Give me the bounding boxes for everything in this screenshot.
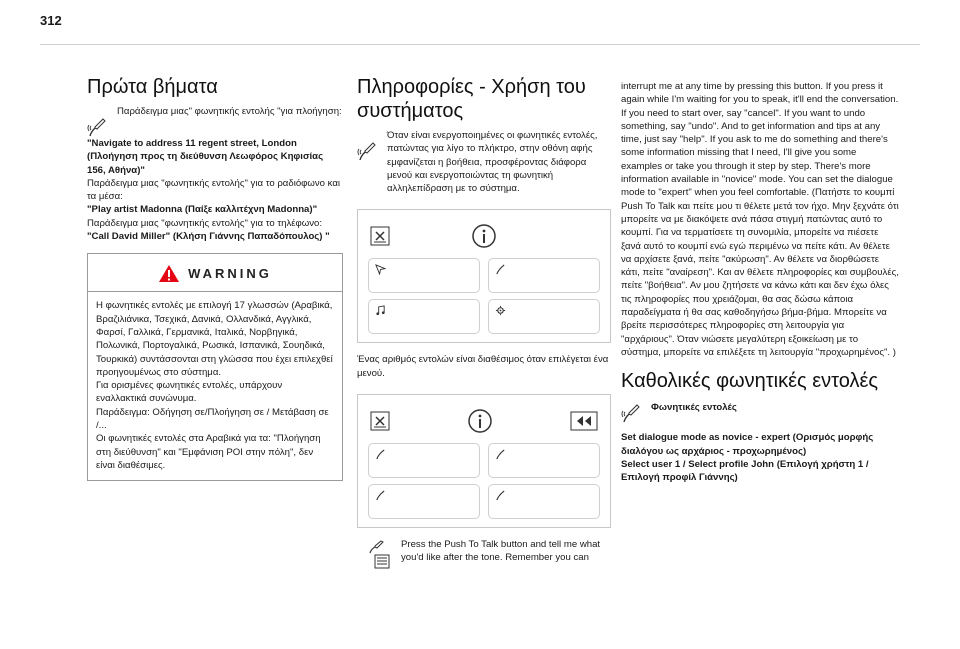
navigation-example-intro: Παράδειγμα μιας" φωνητικής εντολής "για πλοήγηση:: [117, 106, 342, 117]
settings-icon: [495, 305, 506, 316]
push-to-talk-block: [357, 538, 611, 570]
voice-command-icon: [621, 403, 641, 423]
information-usage-heading: Πληροφορίες - Χρήση του συστήματος: [357, 76, 586, 122]
voice-command-icon: [357, 141, 377, 161]
voice-command-button[interactable]: [488, 484, 600, 519]
column-information-usage: [357, 75, 611, 570]
usage-intro-block: [357, 129, 611, 195]
radio-example-intro: Παράδειγμα μιας "φωνητικής εντολής" για το ραδιόφωνο και τα μέσα:: [87, 177, 341, 203]
voice-command-button[interactable]: [488, 443, 600, 478]
warning-header: [88, 254, 342, 292]
phone-example: "Call David Miller" (Κλήση Γιάννης Παπαδόπουλος) ": [87, 231, 330, 243]
voice-menu-screen-illustration: [357, 394, 611, 528]
voice-example-block: [87, 105, 343, 137]
global-voice-commands-heading: Καθολικές φωνητικές εντολές: [621, 370, 879, 393]
close-icon: [370, 411, 390, 431]
push-to-talk-icon: [367, 540, 393, 570]
voice-help-screen-illustration: [357, 209, 611, 343]
warning-box: [87, 253, 343, 481]
close-icon: [370, 226, 390, 246]
voice-commands-subheading: Φωνητικές εντολές: [651, 402, 737, 414]
push-to-talk-text: Press the Push To Talk button and tell me what you'd like after the tone. Remember you can: [401, 539, 601, 564]
media-command-button[interactable]: [368, 299, 480, 334]
info-icon: [467, 408, 493, 434]
voice-icon: [495, 264, 506, 275]
voice-commands-list: Set dialogue mode as novice - expert (Ορισμός μορφής διαλόγου ως αρχάριος - προχωρημένος) Select user 1 / Select profile John (Επιλογή χρήστη 1 / Επιλογή προφίλ Γιάννης): [621, 432, 874, 484]
voice-icon: [375, 490, 386, 501]
navigation-example: "Navigate to address 11 regent street, London (Πλοήγηση προς τη διεύθυνση Λεωφόρος Κηφισίας 156, Αθήνα)": [87, 138, 324, 176]
info-icon: [471, 223, 497, 249]
voice-command-icon: [87, 117, 107, 137]
warning-triangle-icon: [158, 264, 180, 283]
top-divider: [40, 44, 920, 45]
radio-example: "Play artist Madonna (Παίξε καλλιτέχνη Madonna)": [87, 204, 318, 216]
navigation-icon: [375, 264, 386, 275]
first-steps-heading: Πρώτα βήματα: [87, 76, 218, 98]
voice-command-button[interactable]: [368, 443, 480, 478]
voice-commands-subheading-row: [621, 399, 899, 423]
push-to-talk-continuation: interrupt me at any time by pressing this button. If you press it again while I'm waiting for you to speak, it'll end the conversation. If you need to start over, say "cancel". If you want to undo something, say "undo". And to get information and tips at any time, just say "help". If you ask to me do something and there's some information missing that I need, I'll give you some examples or take you through it step by step. There's more information available in "novice" mode. You can set the dialogue mode to "expert" when you feel comfortable. (Πατήστε το κουμπί Push To Talk και πείτε μου τι θέλετε μετά τον ήχο. Μην ξεχνάτε ότι μπορείτε να με διακόψετε ανά πάσα στιγμή πατώντας αυτό το κουμπί. Για να τερματίσετε τη συνομιλία, μπορείτε να πιέσετε ξανά αυτό το κουμπί ενώ εγώ περιμένω να πείτε κάτι. Αν θέλετε να αρχίσετε ξανά, πείτε "ακύρωση". Αν θέλετε να διορθώσετε κάτι, πείτε "αναίρεση". Και αν θέλετε πληροφορίες και συμβουλές, πείτε "βοήθεια". Αν μου ζητήσετε να κάνω κάτι και δεν έχω όλες τις πληροφορίες που χρειάζομαι, θα σας δώσω κάποια παραδείγματα ή θα σας καθοδηγήσω βήμα-βήμα. Μπορείτε να βρείτε περισσότερες πληροφορίες στη λειτουργία για "αρχάριους". Όταν νιώσετε μεγαλύτερη εξοικείωση με το σύστημα, μπορείτε να επιλέξετε τη λειτουργία "προχωρημένος". ): [621, 81, 899, 358]
warning-text: Η φωνητικές εντολές με επιλογή 17 γλωσσών (Αραβικά, Βραζιλιάνικα, Τσεχικά, Δανικά, Ολλανδικά, Αγγλικά, Φαρσί, Γαλλικά, Γερμανικά, Ιταλικά, Νορβηγικά, Πολωνικά, Πορτογαλικά, Ρωσικά, Ισπανικά, Σουηδικά, Τουρκικά) συντάσσονται στη γλώσσα που έχει επιλεχθεί προηγουμένως στο σύστημα. Για ορισμένες φωνητικές εντολές, υπάρχουν εναλλακτικά συνώνυμα. Παράδειγμα: Οδήγηση σε/Πλοήγηση σε / Μετάβαση σε /... Οι φωνητικές εντολές στα Αραβικά για τα: "Πλοήγηση στη διεύθυνση" και "Εμφάνιση POI στην πόλη", δεν είναι διαθέσιμες.: [96, 300, 333, 471]
warning-title: WARNING: [188, 266, 272, 282]
voice-icon: [495, 490, 506, 501]
rewind-back-icon[interactable]: [570, 411, 598, 431]
voice-icon: [375, 449, 386, 460]
music-note-icon: [375, 305, 386, 316]
usage-intro-text: Όταν είναι ενεργοποιημένες οι φωνητικές εντολές, πατώντας για λίγο το πλήκτρο, στην οθόνη αφής εμφανίζεται η βοήθεια, προσφέροντας διάφορα μενού και ενεργοποιώντας τη φωνητική αλληλεπίδραση με το σύστημα.: [387, 130, 598, 195]
voice-icon: [495, 449, 506, 460]
page-number: 312: [40, 13, 62, 28]
voice-command-button[interactable]: [488, 258, 600, 293]
column-global-commands: [621, 80, 899, 484]
navigation-command-button[interactable]: [368, 258, 480, 293]
voice-command-button[interactable]: [368, 484, 480, 519]
phone-example-intro: Παράδειγμα μιας "φωνητικής εντολής" για το τηλέφωνο:: [87, 217, 323, 229]
menu-caption: Ένας αριθμός εντολών είναι διαθέσιμος όταν επιλέγεται ένα μενού.: [357, 354, 609, 379]
settings-command-button[interactable]: [488, 299, 600, 334]
column-first-steps: [87, 75, 343, 481]
